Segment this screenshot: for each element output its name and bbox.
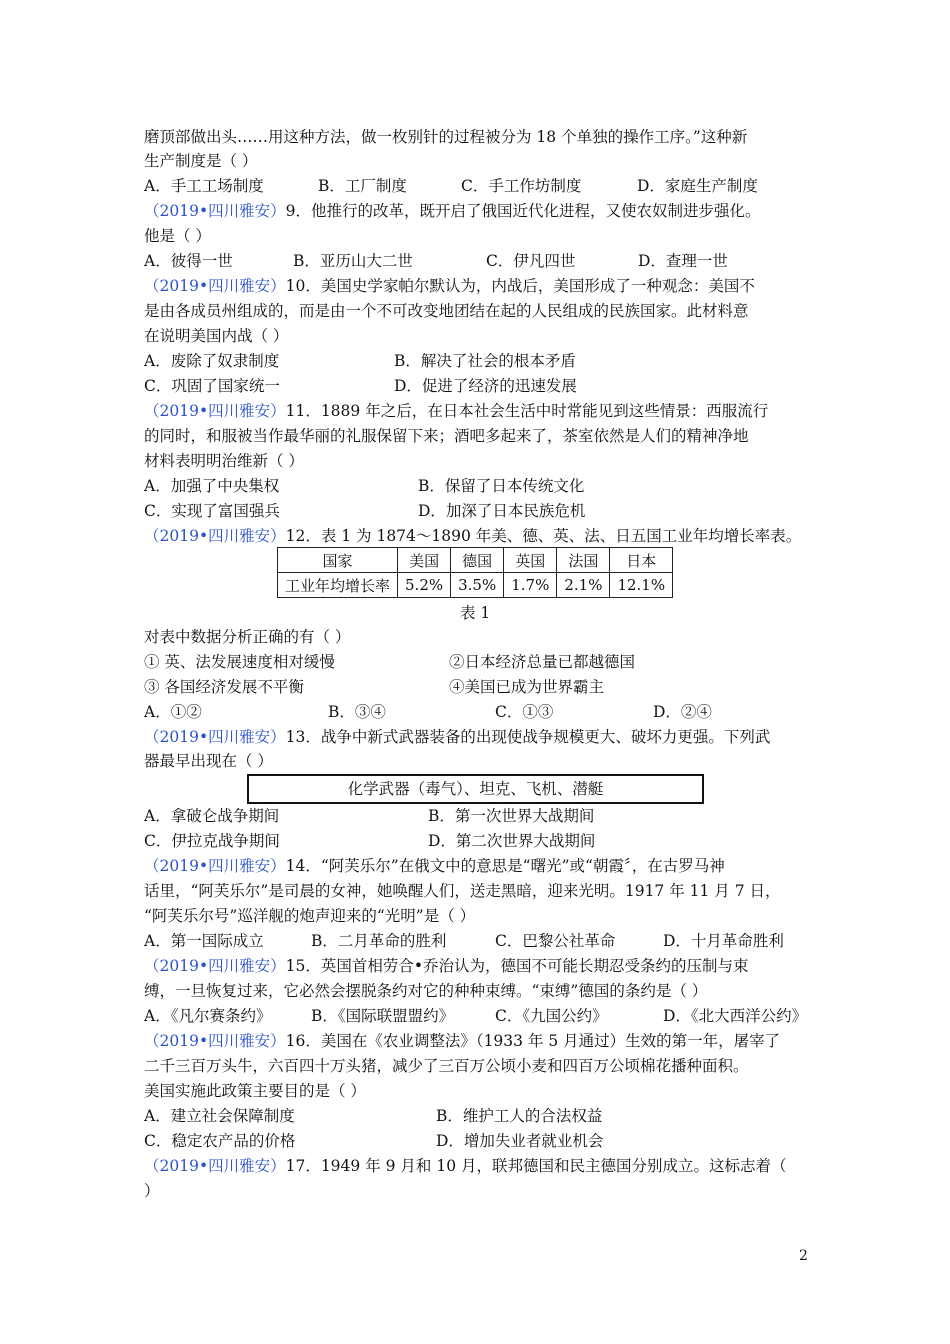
question-text: 10．美国史学家帕尔默认为，内战后，美国形成了一种观念：美国不 bbox=[285, 277, 755, 295]
table-header-cell: 德国 bbox=[451, 548, 504, 573]
question-text: 生产制度是（ ） bbox=[144, 152, 258, 170]
option-d: D．增加失业者就业机会 bbox=[436, 1132, 604, 1150]
question-text: 二千三百万头牛，六百四十万头猪，减少了三百万公顷小麦和四百万公顷棉花播种面积。 bbox=[144, 1057, 749, 1075]
option-c: C．①③ bbox=[495, 703, 554, 721]
option-c: C．实现了富国强兵 bbox=[144, 502, 280, 520]
question-source: （2019•四川雅安） bbox=[144, 202, 286, 220]
question-text: 的同时，和服被当作最华丽的礼服保留下来；酒吧多起来了，茶室依然是人们的精神净地 bbox=[144, 427, 749, 445]
question-source: （2019•四川雅安） bbox=[144, 1032, 286, 1050]
question-10 bbox=[144, 274, 755, 298]
option-c: C．伊凡四世 bbox=[486, 252, 576, 270]
table-row bbox=[278, 573, 673, 598]
question-text: 9．他推行的改革，既开启了俄国近代化进程，又使农奴制进步强化。 bbox=[285, 202, 761, 220]
growth-rate-table bbox=[277, 547, 673, 598]
table-header-cell: 法国 bbox=[557, 548, 610, 573]
option-c: C．巩固了国家统一 bbox=[144, 377, 280, 395]
question-source: （2019•四川雅安） bbox=[144, 728, 286, 746]
option-a: A．第一国际成立 bbox=[144, 932, 264, 950]
question-text: 器最早出现在（ ） bbox=[144, 752, 273, 770]
question-text: 他是（ ） bbox=[144, 227, 211, 245]
question-text: 话里，“阿芙乐尔”是司晨的女神，她唤醒人们，送走黑暗，迎来光明。1917 年 11 月 7 日， bbox=[144, 882, 781, 900]
table-header-cell: 国家 bbox=[278, 548, 398, 573]
question-text: 13．战争中新式武器装备的出现使战争规模更大、破坏力更强。下列武 bbox=[285, 728, 771, 746]
question-12 bbox=[144, 524, 801, 548]
question-text: 是由各成员州组成的，而是由一个不可改变地团结在起的人民组成的民族国家。此材料意 bbox=[144, 302, 749, 320]
option-a: A．加强了中央集权 bbox=[144, 477, 280, 495]
option-d: D．②④ bbox=[653, 703, 712, 721]
question-text: 材料表明明治维新（ ） bbox=[144, 452, 304, 470]
table-cell: 工业年均增长率 bbox=[278, 573, 398, 598]
option-b: B．二月革命的胜利 bbox=[311, 932, 447, 950]
page-number: 2 bbox=[799, 1248, 808, 1264]
option-b: B．《国际联盟盟约》 bbox=[311, 1007, 455, 1025]
option-c: C．稳定农产品的价格 bbox=[144, 1132, 296, 1150]
question-source: （2019•四川雅安） bbox=[144, 857, 286, 875]
question-source: （2019•四川雅安） bbox=[144, 402, 286, 420]
question-text: 16．美国在《农业调整法》（1933 年 5 月通过）生效的第一年，屠宰了 bbox=[285, 1032, 781, 1050]
option-a: A．手工工场制度 bbox=[144, 177, 264, 195]
statement: ④美国已成为世界霸主 bbox=[449, 678, 605, 696]
question-text: 磨顶部做出头……用这种方法，做一枚别针的过程被分为 18 个单独的操作工序。”这种新 bbox=[144, 128, 748, 146]
table-header-row bbox=[278, 548, 673, 573]
question-15 bbox=[144, 954, 748, 978]
question-source: （2019•四川雅安） bbox=[144, 1157, 286, 1175]
option-b: B．亚历山大二世 bbox=[293, 252, 413, 270]
option-c: C．巴黎公社革命 bbox=[495, 932, 616, 950]
table-cell: 12.1% bbox=[610, 573, 673, 598]
option-c: C．伊拉克战争期间 bbox=[144, 832, 280, 850]
table-header-cell: 美国 bbox=[398, 548, 451, 573]
statement: ① 英、法发展速度相对缓慢 bbox=[144, 653, 335, 671]
question-source: （2019•四川雅安） bbox=[144, 527, 286, 545]
question-text: 17．1949 年 9 月和 10 月，联邦德国和民主德国分别成立。这标志着（ bbox=[285, 1157, 787, 1175]
statement: ②日本经济总量已都越德国 bbox=[449, 653, 636, 671]
question-source: （2019•四川雅安） bbox=[144, 957, 286, 975]
table-cell: 5.2% bbox=[398, 573, 451, 598]
question-text: 11．1889 年之后，在日本社会生活中时常能见到这些情景：西服流行 bbox=[285, 402, 769, 420]
option-b: B．工厂制度 bbox=[318, 177, 407, 195]
table-cell: 2.1% bbox=[557, 573, 610, 598]
option-a: A．《凡尔赛条约》 bbox=[144, 1007, 272, 1025]
table-header-cell: 英国 bbox=[504, 548, 557, 573]
question-11 bbox=[144, 399, 768, 423]
question-text: 12．表 1 为 1874～1890 年美、德、英、法、日五国工业年均增长率表。 bbox=[285, 527, 802, 545]
question-text: 在说明美国内战（ ） bbox=[144, 327, 289, 345]
option-a: A．拿破仑战争期间 bbox=[144, 807, 280, 825]
option-a: A．废除了奴隶制度 bbox=[144, 352, 280, 370]
option-d: D．第二次世界大战期间 bbox=[428, 832, 596, 850]
option-a: A．彼得一世 bbox=[144, 252, 233, 270]
question-13 bbox=[144, 725, 770, 749]
option-a: A．建立社会保障制度 bbox=[144, 1107, 295, 1125]
question-source: （2019•四川雅安） bbox=[144, 277, 286, 295]
question-text: “阿芙乐尔号”巡洋舰的炮声迎来的“光明”是（ ） bbox=[144, 907, 476, 925]
option-d: D．查理一世 bbox=[638, 252, 728, 270]
question-text: ） bbox=[144, 1182, 160, 1200]
option-c: C．手工作坊制度 bbox=[461, 177, 582, 195]
option-a: A．①② bbox=[144, 703, 202, 721]
question-14 bbox=[144, 854, 725, 878]
table-caption: 表 1 bbox=[460, 604, 491, 622]
question-text: 缚，一旦恢复过来，它必然会摆脱条约对它的种种束缚。“束缚”德国的条约是（ ） bbox=[144, 982, 708, 1000]
table-cell: 1.7% bbox=[504, 573, 557, 598]
option-b: B．维护工人的合法权益 bbox=[436, 1107, 603, 1125]
question-text: 14．“阿芙乐尔”在俄文中的意思是“曙光”或“朝霞〞，在古罗马神 bbox=[285, 857, 725, 875]
question-16 bbox=[144, 1029, 780, 1053]
option-d: D．《北大西洋公约》 bbox=[663, 1007, 808, 1025]
question-17 bbox=[144, 1154, 787, 1178]
option-b: B．③④ bbox=[328, 703, 386, 721]
option-b: B．解决了社会的根本矛盾 bbox=[394, 352, 576, 370]
option-d: D．十月革命胜利 bbox=[663, 932, 784, 950]
option-d: D．家庭生产制度 bbox=[637, 177, 758, 195]
option-b: B．保留了日本传统文化 bbox=[418, 477, 585, 495]
statement: ③ 各国经济发展不平衡 bbox=[144, 678, 304, 696]
option-c: C．《九国公约》 bbox=[495, 1007, 608, 1025]
question-text: 15．英国首相劳合•乔治认为，德国不可能长期忍受条约的压制与束 bbox=[285, 957, 749, 975]
question-9 bbox=[144, 199, 760, 223]
table-header-cell: 日本 bbox=[610, 548, 673, 573]
option-d: D．加深了日本民族危机 bbox=[418, 502, 586, 520]
table-cell: 3.5% bbox=[451, 573, 504, 598]
option-b: B．第一次世界大战期间 bbox=[428, 807, 595, 825]
question-text: 美国实施此政策主要目的是（ ） bbox=[144, 1082, 366, 1100]
weapons-box: 化学武器（毒气）、坦克、飞机、潜艇 bbox=[247, 774, 704, 804]
question-text: 对表中数据分析正确的有（ ） bbox=[144, 628, 351, 646]
option-d: D．促进了经济的迅速发展 bbox=[394, 377, 577, 395]
